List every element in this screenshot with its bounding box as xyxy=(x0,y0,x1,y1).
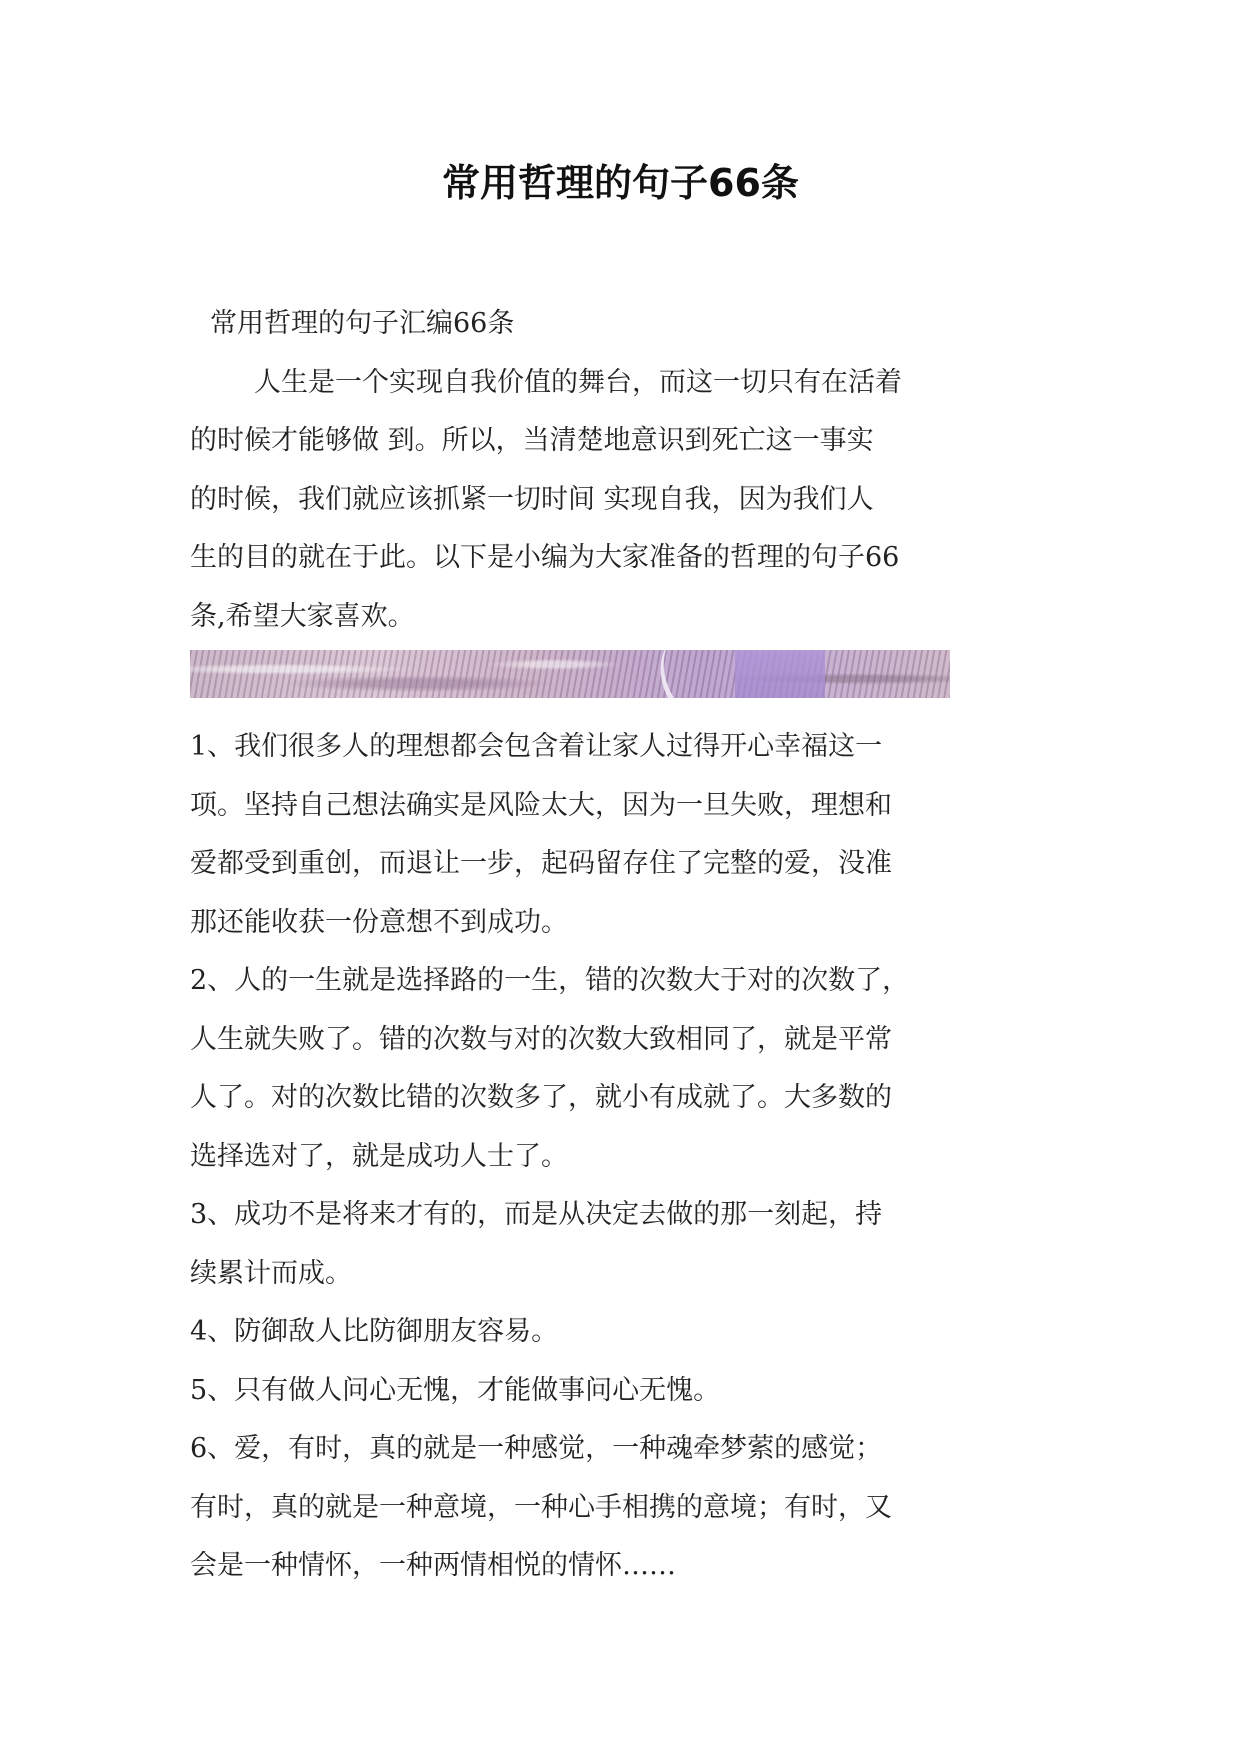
list-item xyxy=(190,1420,1055,1596)
list-item-line: 续累计而成。 xyxy=(190,1257,352,1289)
intro-line: 的时候，我们就应该抓紧一切时间 实现自我，因为我们人 xyxy=(190,483,874,515)
document-title: 常用哲理的句子66条 xyxy=(442,161,799,205)
list-item xyxy=(190,1186,1055,1303)
intro-line: 的时候才能够做 到。所以，当清楚地意识到死亡这一事实 xyxy=(190,425,874,456)
intro-line: 人生是一个实现自我价值的舞台，而这一切只有在活着 xyxy=(254,366,902,398)
list-item-line: 爱都受到重创，而退让一步，起码留存住了完整的爱，没准 xyxy=(190,848,892,879)
decorative-flower-banner-image xyxy=(190,650,950,698)
list-item-line: 会是一种情怀，一种两情相悦的情怀…… xyxy=(190,1550,676,1581)
list-item-line: 6、爱，有时，真的就是一种感觉，一种魂牵梦萦的感觉； xyxy=(190,1433,883,1464)
list-item xyxy=(190,718,1055,952)
list-item-line: 人了。对的次数比错的次数多了，就小有成就了。大多数的 xyxy=(190,1082,892,1113)
list-item-line: 选择选对了，就是成功人士了。 xyxy=(190,1140,568,1172)
list-item xyxy=(190,952,1055,1186)
list-item-line: 4、防御敌人比防御朋友容易。 xyxy=(190,1316,559,1347)
list-item xyxy=(190,1303,1055,1362)
list-item-line: 项。坚持自己想法确实是风险太大，因为一旦失败，理想和 xyxy=(190,789,892,821)
list-item-line: 1、我们很多人的理想都会包含着让家人过得开心幸福这一 xyxy=(190,731,883,762)
list-item-line: 有时，真的就是一种意境，一种心手相携的意境；有时，又 xyxy=(190,1491,892,1523)
intro-line: 生的目的就在于此。以下是小编为大家准备的哲理的句子66 xyxy=(190,542,900,573)
list-item-line: 那还能收获一份意想不到成功。 xyxy=(190,906,568,938)
document-body xyxy=(190,295,1055,1596)
list-item xyxy=(190,1362,1055,1421)
list-item-line: 5、只有做人问心无愧，才能做事问心无愧。 xyxy=(190,1374,721,1406)
list-item-line: 人生就失败了。错的次数与对的次数大致相同了，就是平常 xyxy=(190,1023,892,1055)
list-item-line: 2、人的一生就是选择路的一生，错的次数大于对的次数了， xyxy=(190,965,910,996)
document-subtitle: 常用哲理的句子汇编66条 xyxy=(210,308,515,339)
list-item-line: 3、成功不是将来才有的，而是从决定去做的那一刻起，持 xyxy=(190,1199,883,1230)
intro-paragraph xyxy=(190,354,1055,647)
banner-light-shape xyxy=(735,650,825,698)
intro-line: 条,希望大家喜欢。 xyxy=(190,600,415,632)
